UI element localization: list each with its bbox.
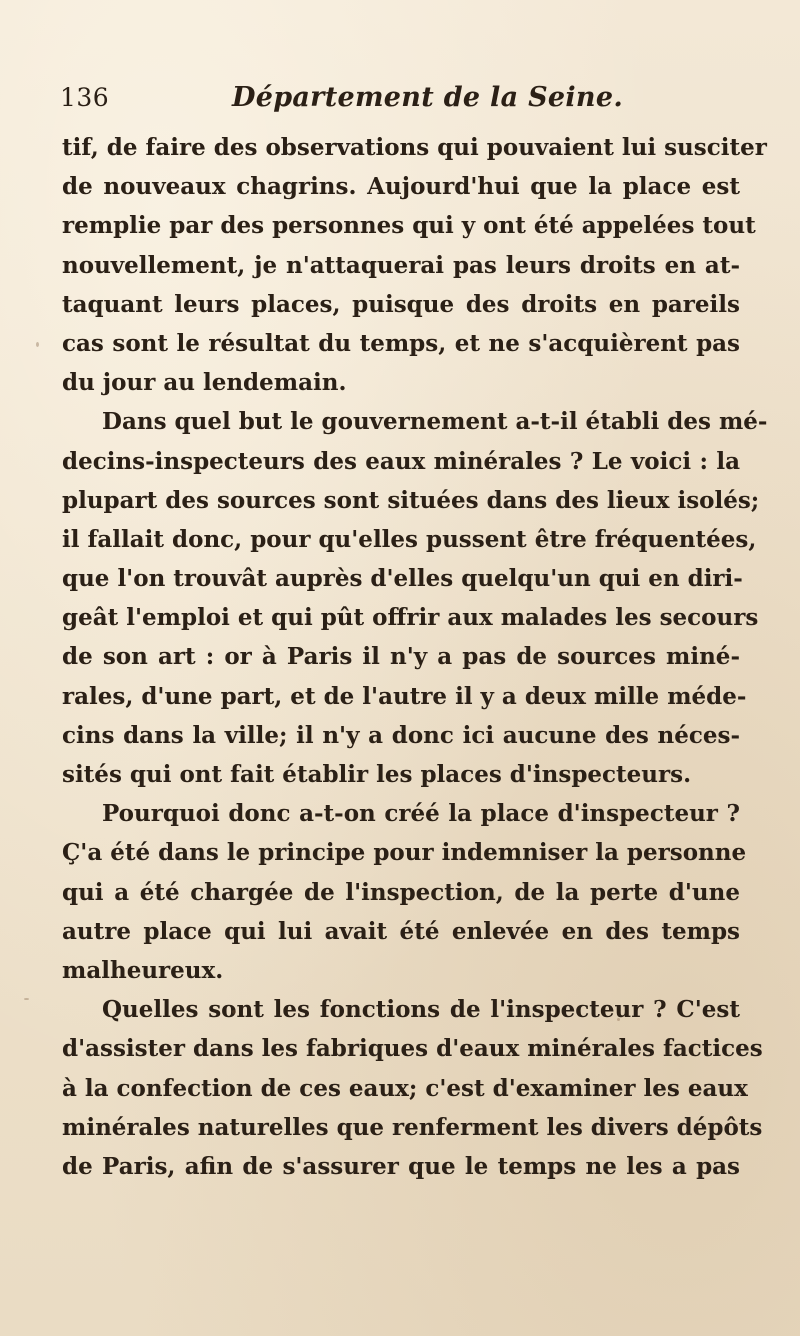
text-line: taquant leurs places, puisque des droits en pareils (62, 290, 740, 318)
text-line: cins dans la ville; il n'y a donc ici aucune des néces- (62, 721, 740, 749)
text-line: remplie par des personnes qui y ont été appelées tout (62, 212, 756, 240)
paper-speck (24, 998, 29, 1000)
text-line: cas sont le résultat du temps, et ne s'acquièrent pas (62, 329, 740, 357)
text-line: il fallait donc, pour qu'elles pussent être fréquentées, (62, 525, 757, 553)
text-line: du jour au lendemain. (62, 369, 347, 397)
paper-speck (617, 1018, 620, 1021)
page-number: 136 (60, 83, 110, 112)
text-line: qui a été chargée de l'inspection, de la perte d'une (62, 878, 740, 906)
text-line: de son art : or à Paris il n'y a pas de sources miné- (62, 643, 740, 671)
text-line: à la confection de ces eaux; c'est d'examiner les eaux (62, 1074, 748, 1102)
text-line: tif, de faire des observations qui pouvaient lui susciter (62, 134, 767, 161)
text-line: malheureux. (62, 956, 224, 984)
text-line: Dans quel but le gouvernement a-t-il établi des mé- (102, 408, 768, 436)
text-line: Quelles sont les fonctions de l'inspecteur ? C'est (102, 996, 740, 1024)
text-line: Pourquoi donc a-t-on créé la place d'inspecteur ? (102, 800, 740, 828)
text-line: rales, d'une part, et de l'autre il y a deux mille méde- (62, 682, 747, 710)
text-line: decins-inspecteurs des eaux minérales ? Le voici : la (62, 447, 740, 475)
text-line: de Paris, afin de s'assurer que le temps ne les a pas (62, 1152, 740, 1180)
paper-speck (232, 1010, 236, 1014)
text-line: geât l'emploi et qui pût offrir aux malades les secours (62, 604, 759, 632)
text-line: plupart des sources sont situées dans des lieux isolés; (62, 486, 760, 514)
text-line: de nouveaux chagrins. Aujourd'hui que la place est (62, 173, 740, 201)
text-line: Ç'a été dans le principe pour indemniser la personne (62, 839, 747, 867)
text-line: d'assister dans les fabriques d'eaux minérales factices (62, 1035, 763, 1063)
text-line: sités qui ont fait établir les places d'inspecteurs. (62, 761, 692, 788)
running-title: Département de la Seine. (232, 82, 624, 113)
body-text (62, 128, 768, 1186)
text-line: minérales naturelles que renferment les divers dépôts (62, 1113, 763, 1141)
page-header (60, 78, 740, 118)
text-line: nouvellement, je n'attaquerai pas leurs droits en at- (62, 251, 740, 279)
text-line: autre place qui lui avait été enlevée en des temps (62, 917, 740, 945)
paper-speck (36, 342, 39, 347)
text-line: que l'on trouvât auprès d'elles quelqu'un qui en diri- (62, 565, 743, 593)
